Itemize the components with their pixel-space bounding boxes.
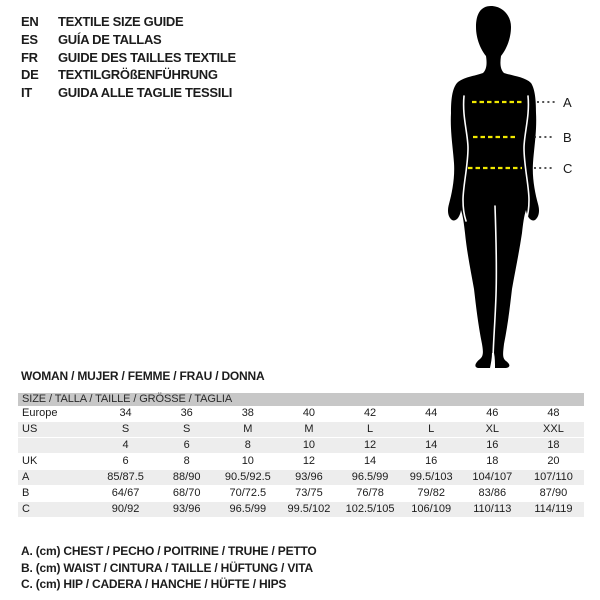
language-row [21, 31, 236, 49]
measurement-legend [21, 543, 317, 593]
size-cell: 70/72.5 [229, 487, 267, 499]
size-cell: 114/119 [534, 503, 573, 515]
legend-line-hip: C. (cm) HIP / CADERA / HANCHE / HÜFTE / HIPS [21, 577, 287, 591]
size-cell: 14 [425, 439, 438, 451]
size-cell: 99.5/102 [287, 503, 331, 515]
row-label: A [22, 471, 30, 483]
language-label: TEXTILE SIZE GUIDE [58, 14, 184, 29]
size-cell: 18 [547, 439, 560, 451]
language-code: ES [21, 31, 38, 47]
language-code: DE [21, 67, 39, 83]
language-code: IT [21, 85, 32, 101]
size-cell: XXL [543, 423, 564, 435]
measurement-diagram [408, 0, 600, 390]
language-label: GUÍA DE TALLAS [58, 31, 162, 47]
size-cell: M [243, 423, 253, 435]
woman-silhouette-body [448, 6, 539, 368]
size-cell: 16 [425, 455, 438, 467]
size-cell: 6 [183, 439, 190, 451]
language-row [21, 66, 236, 84]
size-cell: 6 [122, 455, 129, 467]
size-table [18, 393, 584, 518]
language-code: EN [21, 14, 39, 29]
size-cell: 64/67 [111, 487, 140, 499]
size-cell: 10 [302, 439, 316, 451]
size-cell: L [428, 423, 435, 435]
size-cell: 76/78 [356, 487, 384, 499]
row-label: US [22, 423, 38, 435]
size-cell: 20 [547, 455, 560, 467]
size-cell: 42 [363, 407, 377, 419]
size-cell: S [121, 423, 130, 435]
size-cell: 88/90 [172, 471, 201, 483]
size-cell: 96.5/99 [229, 503, 267, 515]
size-cell: 46 [486, 407, 499, 419]
table-row-uk [18, 454, 584, 470]
size-cell: 107/110 [533, 471, 573, 483]
measurement-label-c: C [563, 161, 573, 176]
size-cell: 73/75 [295, 487, 323, 499]
size-cell: 104/107 [472, 471, 513, 483]
table-row-us-number [18, 438, 584, 454]
size-cell: 12 [363, 439, 377, 451]
language-row [21, 49, 236, 67]
size-cell: 110/113 [473, 503, 512, 515]
row-label: C [22, 503, 30, 515]
size-cell: 79/82 [417, 487, 445, 499]
size-cell: S [183, 423, 191, 435]
language-list [21, 13, 236, 102]
size-cell: 93/96 [172, 503, 201, 515]
table-row-hip [18, 502, 584, 518]
table-row-us-letter [18, 422, 584, 438]
size-cell: 8 [183, 455, 190, 467]
size-cell: 102.5/105 [345, 503, 395, 515]
size-cell: 83/86 [478, 487, 507, 499]
size-cell: XL [485, 423, 500, 435]
table-row-chest [18, 470, 584, 486]
size-cell: 12 [302, 455, 316, 467]
language-label: GUIDE DES TAILLES TEXTILE [58, 49, 236, 65]
size-table-header: SIZE / TALLA / TAILLE / GRÖSSE / TAGLIA [18, 393, 584, 406]
row-label: B [22, 487, 30, 499]
size-cell: 85/87.5 [107, 471, 144, 483]
language-row [21, 84, 236, 102]
size-cell: 4 [122, 439, 129, 451]
size-cell: 10 [241, 455, 254, 467]
size-cell: 8 [244, 439, 251, 451]
language-row [21, 13, 236, 31]
table-row-waist [18, 486, 584, 502]
size-cell: 99.5/103 [409, 471, 453, 483]
size-cell: 48 [547, 407, 560, 419]
size-cell: 96.5/99 [351, 471, 389, 483]
size-cell: L [367, 423, 374, 435]
measurement-label-b: B [563, 130, 572, 145]
table-row-europe [18, 406, 584, 422]
size-cell: 34 [119, 407, 132, 419]
size-cell: 40 [302, 407, 316, 419]
legend-line-chest: A. (cm) CHEST / PECHO / POITRINE / TRUHE / PETTO [21, 544, 317, 558]
size-cell: M [304, 423, 314, 435]
size-cell: 18 [486, 455, 499, 467]
woman-silhouette-icon [408, 0, 600, 390]
size-cell: 16 [486, 439, 499, 451]
language-label: GUIDA ALLE TAGLIE TESSILI [58, 85, 233, 101]
section-title: WOMAN / MUJER / FEMME / FRAU / DONNA [21, 369, 265, 383]
size-cell: 106/109 [411, 503, 452, 515]
size-cell: 93/96 [295, 471, 323, 483]
size-cell: 44 [425, 407, 438, 419]
size-cell: 36 [180, 407, 193, 419]
size-cell: 38 [241, 407, 254, 419]
language-code: FR [21, 49, 38, 65]
size-cell: 90.5/92.5 [224, 471, 271, 483]
row-label: UK [22, 455, 38, 467]
size-cell: 90/92 [111, 503, 140, 515]
size-cell: 87/90 [539, 487, 568, 499]
row-label [18, 438, 95, 453]
language-label: TEXTILGRÖßENFÜHRUNG [58, 67, 218, 83]
size-cell: 68/70 [172, 487, 201, 499]
legend-line-waist: B. (cm) WAIST / CINTURA / TAILLE / HÜFTUNG / VITA [21, 560, 313, 575]
size-cell: 14 [363, 455, 377, 467]
measurement-label-a: A [563, 95, 572, 110]
row-label: Europe [22, 407, 58, 419]
